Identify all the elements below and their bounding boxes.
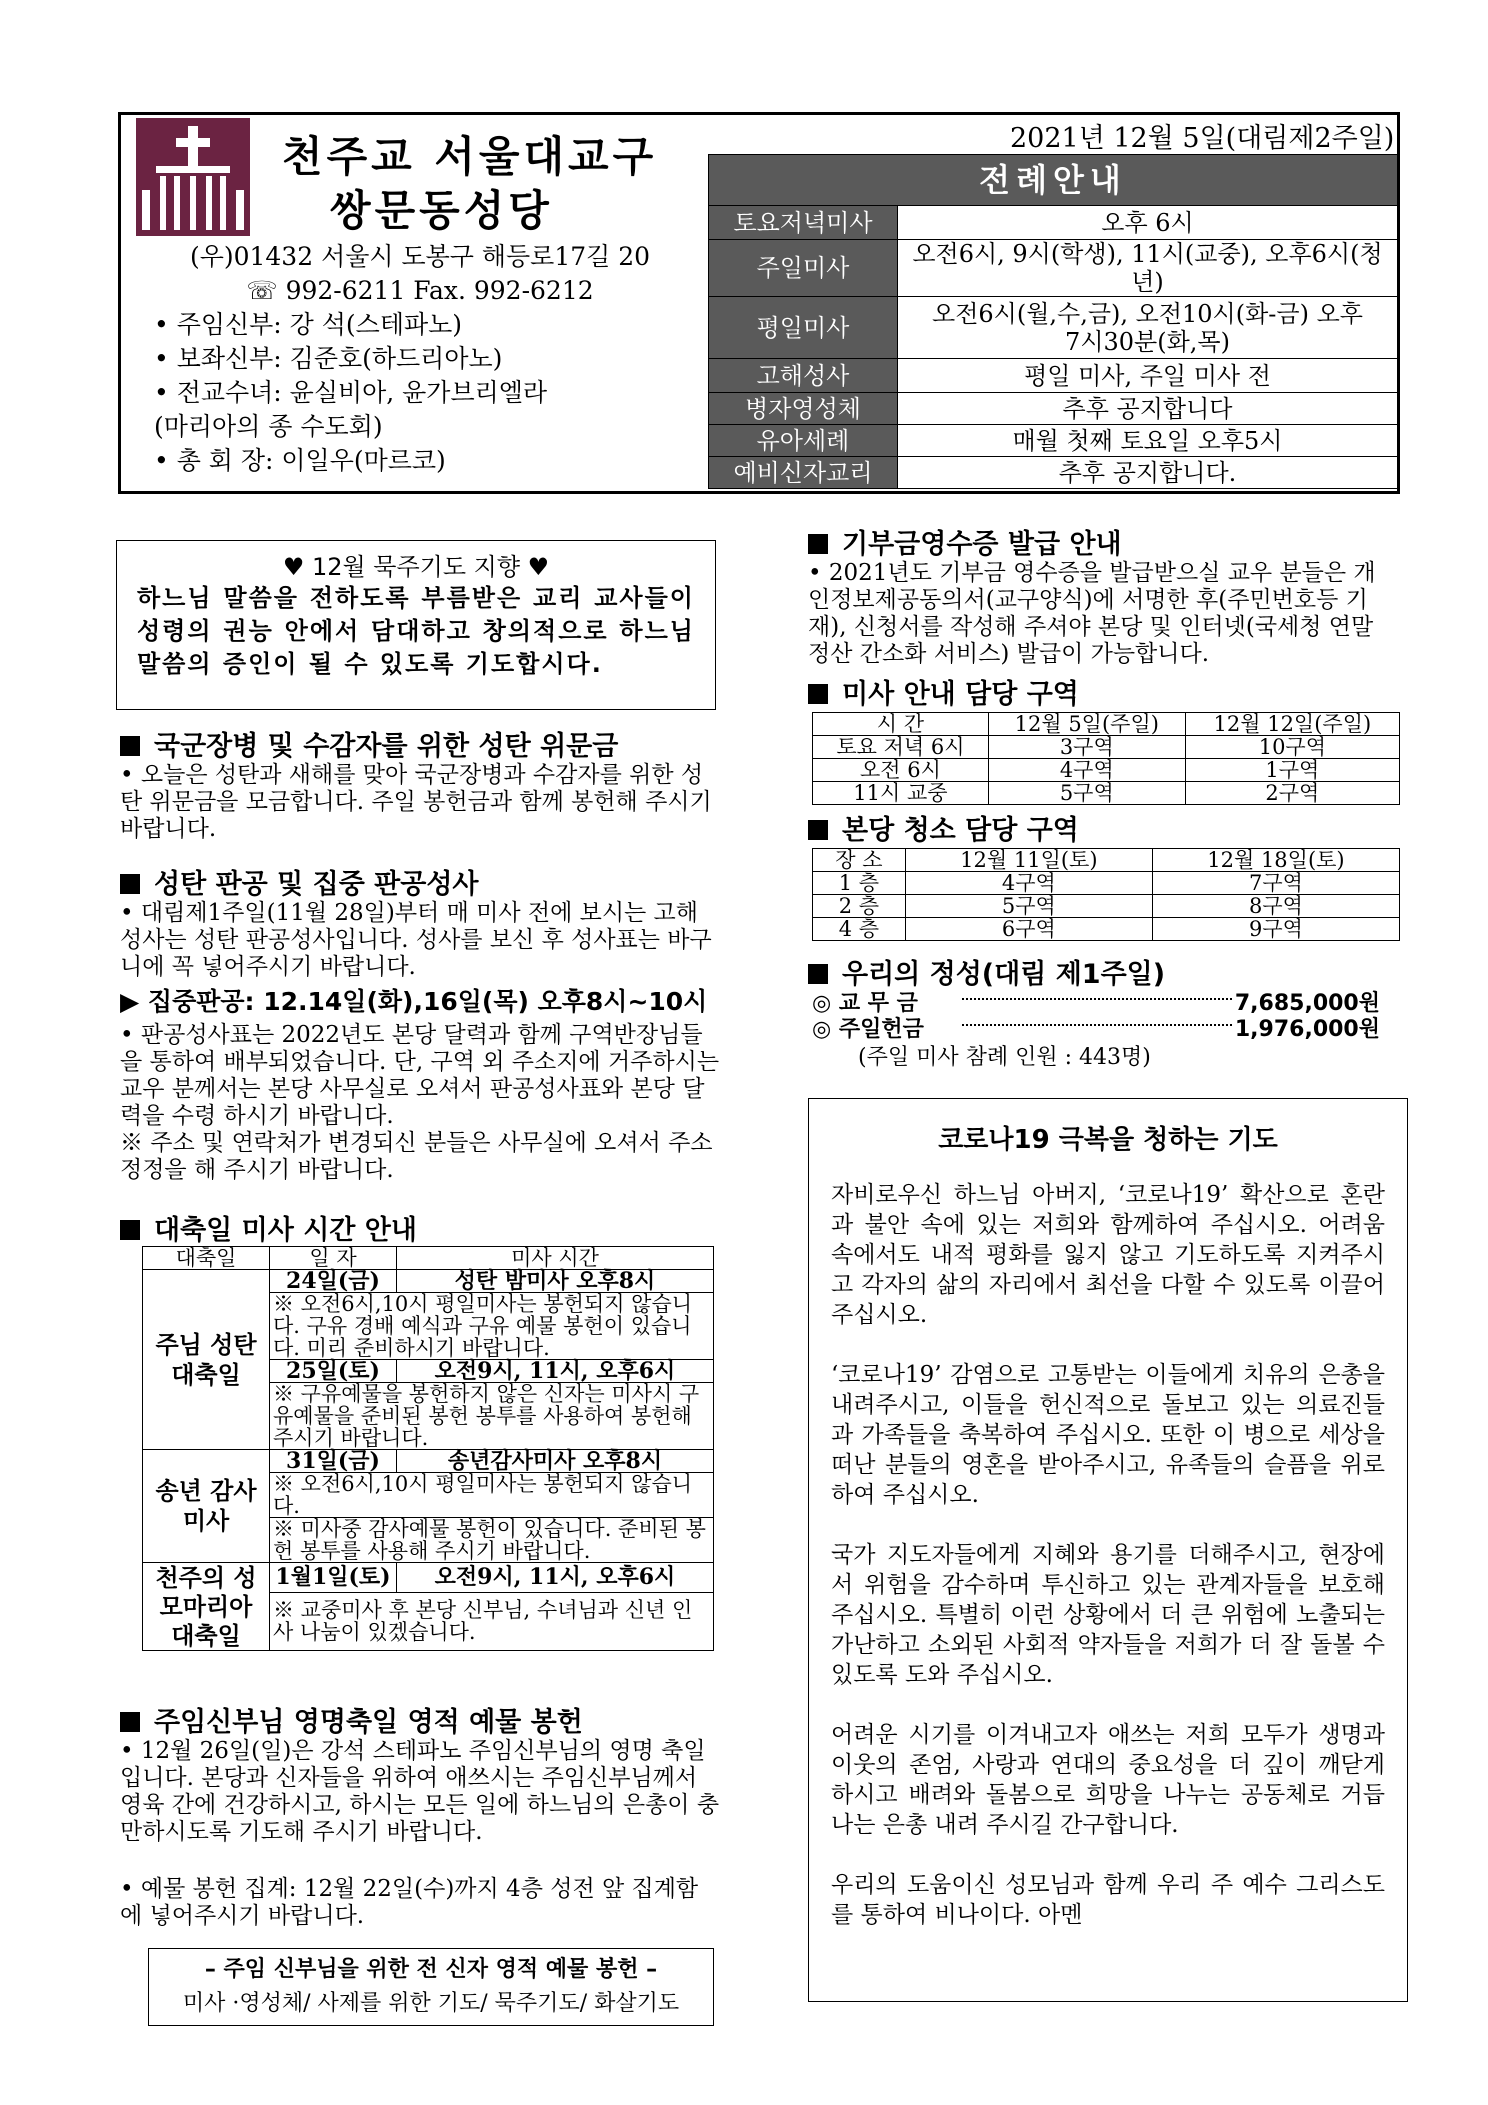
offering-row-sunday [812, 1012, 1380, 1042]
staff-sisters: • 전교수녀: 윤실비아, 윤가브리엘라 [154, 378, 548, 407]
offering-title: 우리의 정성(대림 제1주일) [842, 959, 1166, 990]
address: (우)01432 서울시 도봉구 해등로17길 20 [189, 242, 651, 271]
church-contact [140, 240, 700, 478]
feast-header: 미사 시간 [397, 1247, 714, 1270]
confession-body2: • 판공성사표는 2022년도 본당 달력과 함께 구역반장님들을 통하여 배부되었습니다. 단, 구역 외 주소지에 거주하시는 교우 분께서는 본당 사무실로 오셔서 판공성사표와 본당 달력을 수령 하시기 바랍니다. [120, 1022, 720, 1129]
bullet-square-icon [808, 820, 828, 840]
feast-date: 25일(토) [270, 1360, 397, 1383]
liturgy-key: 토요저녁미사 [709, 206, 898, 240]
cleaning-cell: 1 층 [813, 872, 906, 895]
feast-heading [120, 1208, 417, 1247]
cleaning-header: 12월 18일(토) [1152, 849, 1399, 872]
military-body: • 오늘은 성탄과 새해를 맞아 국군장병과 수감자를 위한 성탄 위문금을 모금합니다. 주일 봉헌금과 함께 봉헌해 주시기 바랍니다. [120, 762, 712, 842]
liturgy-value: 오후 6시 [898, 206, 1398, 240]
church-logo [136, 118, 250, 236]
liturgy-key: 예비신자교리 [709, 457, 898, 489]
mass-duty-header: 12월 12일(주일) [1185, 713, 1399, 736]
liturgy-value: 매월 첫째 토요일 오후5시 [898, 425, 1398, 457]
mass-duty-table [812, 712, 1400, 805]
feast-mass: 송년감사미사 오후8시 [397, 1450, 714, 1473]
corona-paragraph: 우리의 도움이신 성모님과 함께 우리 주 예수 그리스도를 통하여 비나이다. 아멘 [831, 1872, 1385, 1928]
cleaning-cell: 5구역 [905, 895, 1152, 918]
feast-date: 1월1일(토) [270, 1563, 397, 1593]
feast-note: ※ 구유예물을 봉헌하지 않은 신자는 미사시 구유예물을 준비된 봉헌 봉투를 사용하여 봉헌해 주시기 바랍니다. [270, 1383, 714, 1450]
pastor-body2: • 예물 봉헌 집계: 12월 22일(수)까지 4층 성전 앞 집계함에 넣어주시기 바랍니다. [120, 1876, 699, 1929]
mass-duty-cell: 오전 6시 [813, 759, 989, 782]
staff-assistant: • 보좌신부: 김준호(하드리아노) [154, 344, 503, 373]
offering-label: ◎ 교 무 금 [812, 991, 918, 1016]
confession-heading [120, 862, 479, 901]
liturgy-key: 고해성사 [709, 359, 898, 393]
staff-order: (마리아의 종 수도회) [154, 412, 383, 441]
leader-dots [962, 1024, 1232, 1026]
confession-body3: ※ 주소 및 연락처가 변경되신 분들은 사무실에 오셔서 주소정정을 해 주시기 바랍니다. [120, 1130, 713, 1183]
feast-title: 대축일 미사 시간 안내 [154, 1215, 417, 1246]
corona-paragraph: ‘코로나19’ 감염으로 고통받는 이들에게 치유의 은총을 내려주시고, 이들을 헌신적으로 돌보고 있는 의료진들과 가족들을 축복하여 주십시오. 또한 이 병으로 세상을 떠난 분들의 영혼을 받아주시고, 유족들의 슬픔을 위로하여 주십시오. [831, 1362, 1385, 1508]
pastor-body1: • 12월 26일(일)은 강석 스테파노 주임신부님의 영명 축일입니다. 본당과 신자들을 위하여 애쓰시는 주임신부님께서 영육 간에 건강하시고, 하시는 모든 일에 하느님의 은총이 충만하시도록 기도해 주시기 바랍니다. [120, 1738, 720, 1845]
cleaning-cell: 6구역 [905, 918, 1152, 941]
rosary-title: ♥ 12월 묵주기도 지향 ♥ [282, 553, 550, 581]
feast-mass: 성탄 밤미사 오후8시 [397, 1270, 714, 1293]
feast-yearend: 송년 감사미사 [143, 1450, 270, 1563]
cleaning-table [812, 848, 1400, 941]
feast-christmas: 주님 성탄 대축일 [143, 1270, 270, 1450]
spiritual-offering-banner [148, 1948, 714, 2026]
rosary-body: 하느님 말씀을 전하도록 부름받은 교리 교사들이 성령의 권능 안에서 담대하고 창의적으로 하느님 말씀의 증인이 될 수 있도록 기도합시다. [137, 584, 695, 678]
feast-date: 31일(금) [270, 1450, 397, 1473]
confession-title: 성탄 판공 및 집중 판공성사 [154, 869, 479, 900]
corona-paragraph: 자비로우신 하느님 아버지, ‘코로나19’ 확산으로 혼란과 불안 속에 있는 저희와 함께하여 주십시오. 어려움 속에서도 내적 평화를 잃지 않고 기도하도록 지켜주시고 각자의 삶의 자리에서 최선을 다할 수 있도록 이끌어 주십시오. [831, 1182, 1385, 1328]
bullet-square-icon [120, 1712, 140, 1732]
liturgy-value: 추후 공지합니다. [898, 457, 1398, 489]
bullet-square-icon [120, 1220, 140, 1240]
staff-pastor: • 주임신부: 강 석(스테파노) [154, 310, 463, 339]
banner-title: – 주임 신부님을 위한 전 신자 영적 예물 봉헌 – [204, 1957, 658, 1982]
mass-duty-header: 시 간 [813, 713, 989, 736]
church-name-line2: 쌍문동성당 [330, 186, 553, 235]
cleaning-cell: 7구역 [1152, 872, 1399, 895]
attendance-note: (주일 미사 참례 인원 : 443명) [858, 1045, 1151, 1070]
rosary-intention-box [116, 540, 716, 710]
liturgy-value: 오전6시(월,수,금), 오전10시(화-금) 오후7시30분(화,목) [898, 297, 1398, 359]
liturgy-key: 주일미사 [709, 240, 898, 297]
leader-dots [962, 998, 1232, 1000]
offering-amount: 1,976,000원 [1234, 1017, 1380, 1042]
feast-note: ※ 오전6시,10시 평일미사는 봉헌되지 않습니다. 구유 경배 예식과 구유 예물 봉헌이 있습니다. 미리 준비하시기 바랍니다. [270, 1293, 714, 1360]
military-title: 국군장병 및 수감자를 위한 성탄 위문금 [154, 731, 619, 762]
liturgy-title: 전례안내 [709, 155, 1398, 206]
offering-row-dues [812, 986, 1380, 1016]
liturgy-key: 유아세례 [709, 425, 898, 457]
bullet-square-icon [808, 684, 828, 704]
confession-body1: • 대림제1주일(11월 28일)부터 매 미사 전에 보시는 고해성사는 성탄 판공성사입니다. 성사를 보신 후 성사표는 바구니에 꼭 넣어주시기 바랍니다. [120, 900, 712, 980]
mass-duty-heading [808, 672, 1079, 711]
feast-note: ※ 오전6시,10시 평일미사는 봉헌되지 않습니다. [270, 1473, 714, 1518]
pastor-title: 주임신부님 영명축일 영적 예물 봉헌 [154, 1707, 583, 1738]
mass-duty-title: 미사 안내 담당 구역 [842, 679, 1079, 710]
feast-mass: 오전9시, 11시, 오후6시 [397, 1563, 714, 1593]
corona-title: 코로나19 극복을 청하는 기도 [938, 1125, 1278, 1155]
feast-header: 대축일 [143, 1247, 270, 1270]
mass-duty-cell: 토요 저녁 6시 [813, 736, 989, 759]
mass-duty-cell: 4구역 [988, 759, 1185, 782]
feast-mary: 천주의 성모마리아 대축일 [143, 1563, 270, 1651]
cathedral-icon [136, 118, 250, 236]
liturgy-value: 오전6시, 9시(학생), 11시(교중), 오후6시(청년) [898, 240, 1398, 297]
mass-duty-cell: 3구역 [988, 736, 1185, 759]
phone-fax: ☏ 992-6211 Fax. 992-6212 [246, 276, 594, 305]
staff-president: • 총 회 장: 이일우(마르코) [154, 446, 446, 475]
feast-note: ※ 교중미사 후 본당 신부님, 수녀님과 신년 인사 나눔이 있겠습니다. [270, 1592, 714, 1650]
pastor-heading [120, 1700, 583, 1739]
mass-duty-cell: 11시 교중 [813, 782, 989, 805]
corona-paragraph: 어려운 시기를 이겨내고자 애쓰는 저희 모두가 생명과 이웃의 존엄, 사랑과 연대의 중요성을 더 깊이 깨닫게 하시고 배려와 돌봄으로 희망을 나누는 공동체로 거듭나는 은총 내려 주시길 간구합니다. [831, 1722, 1385, 1838]
feast-date: 24일(금) [270, 1270, 397, 1293]
receipt-title: 기부금영수증 발급 안내 [842, 529, 1122, 560]
feast-table [142, 1246, 714, 1651]
church-name-line1: 천주교 서울대교구 [282, 132, 658, 181]
bullet-square-icon [120, 736, 140, 756]
confession-focus: ▶ 집중판공: 12.14일(화),16일(목) 오후8시~10시 [120, 987, 708, 1016]
cleaning-cell: 8구역 [1152, 895, 1399, 918]
cleaning-cell: 4 층 [813, 918, 906, 941]
receipt-heading [808, 522, 1122, 561]
bullet-square-icon [808, 964, 828, 984]
mass-duty-cell: 1구역 [1185, 759, 1399, 782]
feast-note: ※ 미사중 감사예물 봉헌이 있습니다. 준비된 봉헌 봉투를 사용해 주시기 바랍니다. [270, 1518, 714, 1563]
corona-prayer-box [808, 1098, 1408, 2002]
cleaning-cell: 9구역 [1152, 918, 1399, 941]
offering-label: ◎ 주일헌금 [812, 1017, 924, 1042]
military-heading [120, 724, 618, 763]
bullet-square-icon [808, 534, 828, 554]
cleaning-header: 12월 11일(토) [905, 849, 1152, 872]
liturgy-key: 병자영성체 [709, 393, 898, 425]
corona-paragraph: 국가 지도자들에게 지혜와 용기를 더해주시고, 현장에서 위험을 감수하며 투신하고 있는 관계자들을 보호해 주십시오. 특별히 이런 상황에서 더 큰 위험에 노출되는 가난하고 소외된 사회적 약자들을 저희가 더 잘 돌볼 수 있도록 도와 주십시오. [831, 1542, 1385, 1688]
cleaning-header: 장 소 [813, 849, 906, 872]
receipt-body: • 2021년도 기부금 영수증을 발급받으실 교우 분들은 개인정보제공동의서(교구양식)에 서명한 후(주민번호등 기재), 신청서를 작성해 주셔야 본당 및 인터넷(국세청 연말정산 간소화 서비스) 발급이 가능합니다. [808, 560, 1376, 667]
mass-duty-header: 12월 5일(주일) [988, 713, 1185, 736]
liturgy-key: 평일미사 [709, 297, 898, 359]
bulletin-date: 2021년 12월 5일(대림제2주일) [1010, 123, 1395, 154]
feast-header: 일 자 [270, 1247, 397, 1270]
offering-amount: 7,685,000원 [1234, 991, 1380, 1016]
mass-duty-cell: 2구역 [1185, 782, 1399, 805]
bullet-square-icon [120, 874, 140, 894]
cleaning-cell: 4구역 [905, 872, 1152, 895]
mass-duty-cell: 5구역 [988, 782, 1185, 805]
cleaning-heading [808, 808, 1079, 847]
liturgy-table [708, 154, 1398, 489]
liturgy-value: 평일 미사, 주일 미사 전 [898, 359, 1398, 393]
mass-duty-cell: 10구역 [1185, 736, 1399, 759]
cleaning-title: 본당 청소 담당 구역 [842, 815, 1079, 846]
feast-mass: 오전9시, 11시, 오후6시 [397, 1360, 714, 1383]
cleaning-cell: 2 층 [813, 895, 906, 918]
banner-items: 미사 ·영성체/ 사제를 위한 기도/ 묵주기도/ 화살기도 [182, 1991, 680, 2016]
liturgy-value: 추후 공지합니다 [898, 393, 1398, 425]
